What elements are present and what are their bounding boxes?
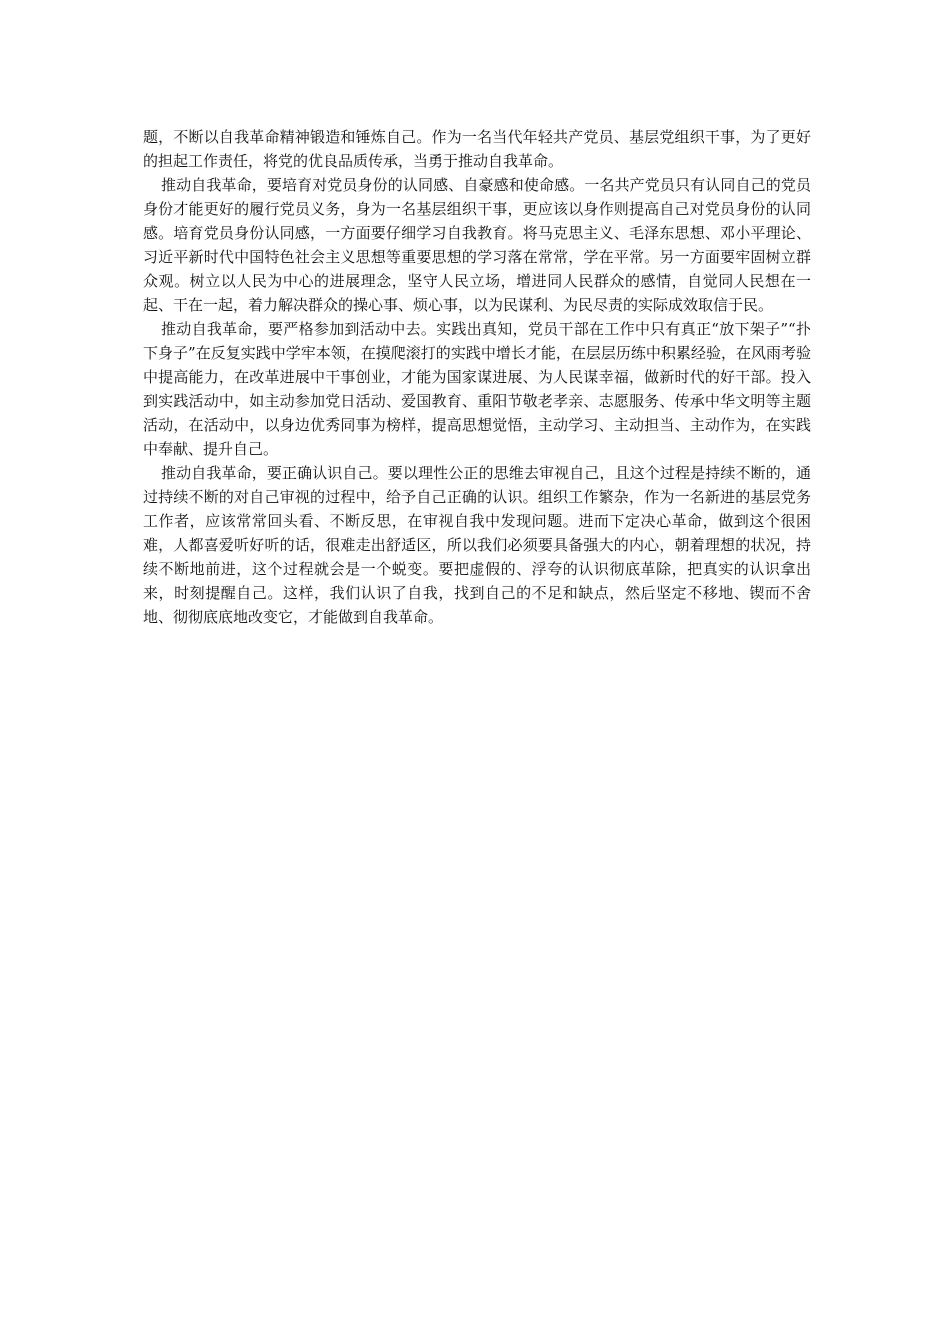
document-body: [143, 125, 811, 629]
paragraph-continuation: 题，不断以自我革命精神锻造和锤炼自己。作为一名当代年轻共产党员、基层党组织干事，为了更好的担起工作责任，将党的优良品质传承，当勇于推动自我革命。: [143, 128, 811, 170]
paragraph-identity: 推动自我革命，要培育对党员身份的认同感、自豪感和使命感。一名共产党员只有认同自己的党员身份才能更好的履行党员义务，身为一名基层组织干事，更应该以身作则提高自己对党员身份的认同感。培育党员身份认同感，一方面要仔细学习自我教育。将马克思主义、毛泽东思想、邓小平理论、习近平新时代中国特色社会主义思想等重要思想的学习落在常常，学在平常。另一方面要牢固树立群众观。树立以人民为中心的进展理念，坚守人民立场，增进同人民群众的感情，自觉同人民想在一起、干在一起，着力解决群众的操心事、烦心事，以为民谋利、为民尽责的实际成效取信于民。: [143, 176, 811, 314]
paragraph-self-awareness: 推动自我革命，要正确认识自己。要以理性公正的思维去审视自己，且这个过程是持续不断的，通过持续不断的对自己审视的过程中，给予自己正确的认识。组织工作繁杂，作为一名新进的基层党务工作者，应该常常回头看、不断反思，在审视自我中发现问题。进而下定决心革命，做到这个很困难，人都喜爱听好听的话，很难走出舒适区，所以我们必须要具备强大的内心，朝着理想的状况，持续不断地前进，这个过程就会是一个蜕变。要把虚假的、浮夸的认识彻底革除，把真实的认识拿出来，时刻提醒自己。这样，我们认识了自我，找到自己的不足和缺点，然后坚定不移地、锲而不舍地、彻彻底底地改变它，才能做到自我革命。: [143, 464, 811, 626]
paragraph-practice: 推动自我革命，要严格参加到活动中去。实践出真知，党员干部在工作中只有真正“放下架子”“扑下身子”在反复实践中学牢本领，在摸爬滚打的实践中增长才能，在层层历练中积累经验，在风雨考验中提高能力，在改革进展中干事创业，才能为国家谋进展、为人民谋幸福，做新时代的好干部。投入到实践活动中，如主动参加党日活动、爱国教育、重阳节敬老孝亲、志愿服务、传承中华文明等主题活动，在活动中，以身边优秀同事为榜样，提高思想觉悟，主动学习、主动担当、主动作为，在实践中奉献、提升自己。: [143, 320, 811, 458]
